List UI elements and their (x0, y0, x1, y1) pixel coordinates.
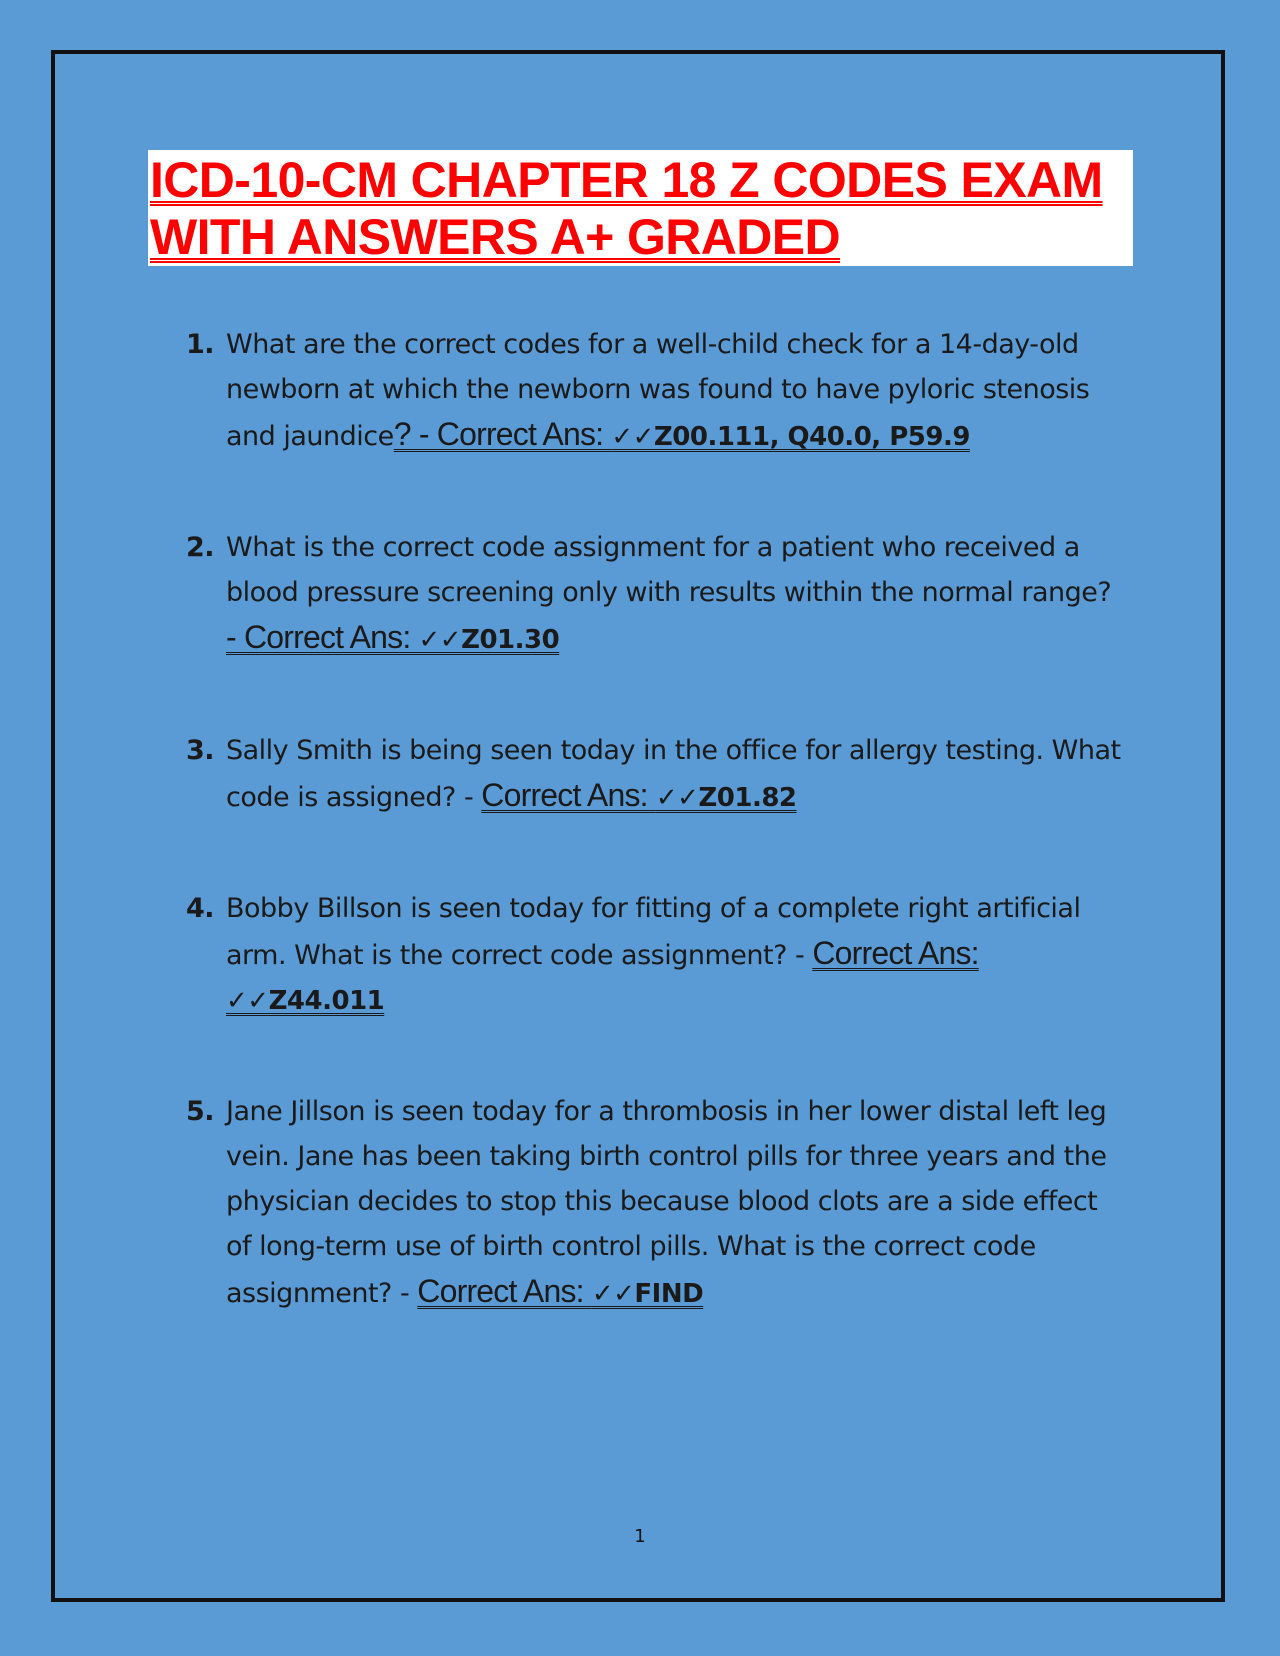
question-number: 4. (186, 893, 215, 924)
question-text: What is the correct code assignment for a patient who received a blood pressure screening only with results within the normal range? (226, 532, 1112, 608)
question-number: 2. (186, 532, 215, 563)
question-number: 5. (186, 1096, 215, 1127)
question-text: What are the correct codes for a well-child check for a 14-day-old newborn at which the newborn was found to have pyloric stenosis and jaundice (226, 329, 1090, 452)
question-list (186, 322, 1126, 1317)
question-4 (186, 886, 1126, 1024)
answer-code: ✓✓Z44.011 (226, 986, 385, 1016)
question-2 (186, 525, 1126, 663)
question-text: Bobby Billson is seen today for fitting of a complete right artificial arm. What is the correct code assignment? - (226, 893, 1081, 971)
answer-code: ✓✓Z00.111, Q40.0, P59.9 (611, 422, 970, 452)
question-text: Jane Jillson is seen today for a thrombosis in her lower distal left leg vein. Jane has been taking birth control pills for three years and the physician decides to stop this because blood clots are a side effect of long-term use of birth control pills. What is the correct code assignment? - (226, 1096, 1107, 1309)
answer-label: Correct Ans: (812, 935, 979, 971)
answer-code: ✓✓Z01.82 (655, 783, 797, 813)
question-5 (186, 1089, 1126, 1317)
answer-label: Correct Ans: (417, 1273, 592, 1309)
question-number: 3. (186, 735, 215, 766)
document-title (148, 150, 1133, 266)
question-text: Sally Smith is being seen today in the office for allergy testing. What code is assigned? - (226, 735, 1121, 813)
question-1 (186, 322, 1126, 460)
answer-label: ? - Correct Ans: (393, 416, 612, 452)
answer-label: Correct Ans: (481, 777, 656, 813)
answer-code: ✓✓FIND (591, 1279, 704, 1309)
title-line-2: WITH ANSWERS A+ GRADED (150, 209, 841, 265)
answer-code: ✓✓Z01.30 (418, 625, 560, 655)
question-3 (186, 728, 1126, 821)
title-line-1: ICD-10-CM CHAPTER 18 Z CODES EXAM (150, 152, 1103, 208)
answer-label: - Correct Ans: (226, 619, 419, 655)
page-number: 1 (634, 1526, 646, 1547)
question-number: 1. (186, 329, 215, 360)
